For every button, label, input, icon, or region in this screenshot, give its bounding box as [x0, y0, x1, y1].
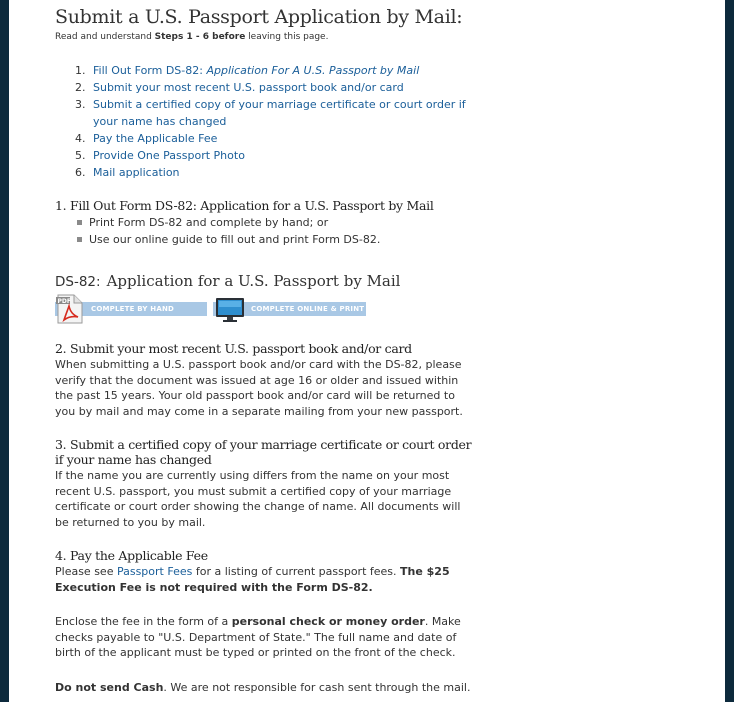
fees-text-after: for a listing of current passport fees. [192, 565, 401, 578]
list-item: Print Form DS-82 and complete by hand; or [77, 214, 380, 231]
ds82-label: DS-82: [55, 274, 101, 290]
step-number: 1. [75, 64, 86, 77]
pdf-icon-label: PDF [57, 298, 71, 305]
section3-heading: 3. Submit a certified copy of your marriage certificate or court order if your name has changed [55, 437, 472, 467]
no-cash-text: . We are not responsible for cash sent through the mail. [163, 681, 471, 694]
complete-online-button[interactable] [213, 294, 366, 322]
step-item[interactable] [75, 164, 473, 181]
step-item[interactable] [75, 147, 473, 164]
section2-body: When submitting a U.S. passport book and/or card with the DS-82, please verify that the document was issued at age 16 or older and issued within the past 15 years. Your old passport book and/or card will be returned to you by mail and may come in a separate mailing from your new passport. [55, 358, 463, 418]
section4-paragraph-1 [55, 564, 475, 595]
step-number: 3. [75, 98, 86, 111]
enclose-text-before: Enclose the fee in the form of a [55, 615, 232, 628]
section4-paragraph-2 [55, 614, 475, 661]
fees-text-before: Please see [55, 565, 117, 578]
section2-heading: 2. Submit your most recent U.S. passport book and/or card [55, 341, 412, 356]
step-item[interactable] [75, 96, 473, 130]
page-title: Submit a U.S. Passport Application by Mail: [55, 6, 463, 28]
section1-bullets [77, 214, 380, 248]
step-link-italic: Application For A U.S. Passport by Mail [206, 64, 420, 77]
passport-fees-link[interactable]: Passport Fees [116, 565, 193, 578]
step-item[interactable] [75, 79, 473, 96]
step-number: 2. [75, 81, 86, 94]
step-item[interactable] [75, 62, 473, 79]
pdf-icon [55, 294, 85, 328]
step-item[interactable] [75, 130, 473, 147]
complete-online-label: COMPLETE ONLINE & PRINT [251, 305, 365, 313]
step-number: 5. [75, 149, 86, 162]
intro-before: Read and understand [55, 32, 155, 42]
complete-by-hand-button[interactable] [55, 294, 207, 322]
section1-heading: 1. Fill Out Form DS-82: Application for a U.S. Passport by Mail [55, 198, 434, 213]
step-link-text: Fill Out Form DS-82: [93, 64, 207, 77]
step-link-5[interactable]: Provide One Passport Photo [93, 149, 245, 162]
steps-list [75, 62, 473, 181]
intro-bold: Steps 1 - 6 before [154, 32, 246, 42]
execution-fee-note: The $25 Execution Fee is not required with the Form DS-82. [55, 565, 450, 594]
step-link-2[interactable]: Submit your most recent U.S. passport book and/or card [93, 81, 404, 94]
page-content [9, 0, 725, 702]
step-link-3[interactable]: Submit a certified copy of your marriage certificate or court order if your name has changed [93, 98, 466, 128]
section4-heading: 4. Pay the Applicable Fee [55, 548, 208, 563]
step-number: 6. [75, 166, 86, 179]
intro-text [55, 32, 328, 42]
section4-paragraph-3 [55, 680, 475, 696]
step-number: 4. [75, 132, 86, 145]
complete-by-hand-label: COMPLETE BY HAND [91, 305, 175, 313]
intro-after: leaving this page. [245, 32, 329, 42]
list-item: Use our online guide to fill out and print Form DS-82. [77, 231, 380, 248]
no-cash-warning: Do not send Cash [55, 681, 164, 694]
section3-body: If the name you are currently using differs from the name on your most recent U.S. passport, you must submit a certified copy of your marriage certificate or court order showing the change of name. All documents will be returned to you by mail. [55, 469, 461, 529]
step-link-4[interactable]: Pay the Applicable Fee [93, 132, 218, 145]
step-link-1[interactable] [93, 64, 419, 77]
ds82-title: Application for a U.S. Passport by Mail [106, 272, 401, 290]
ds82-heading [55, 271, 400, 290]
monitor-icon [215, 297, 245, 327]
payment-method: personal check or money order [231, 615, 425, 628]
step-link-6[interactable]: Mail application [93, 166, 180, 179]
enclose-text-after: . Make checks payable to "U.S. Department of State." The full name and date of birth of the applicant must be typed or printed on the front of the check. [55, 615, 461, 659]
